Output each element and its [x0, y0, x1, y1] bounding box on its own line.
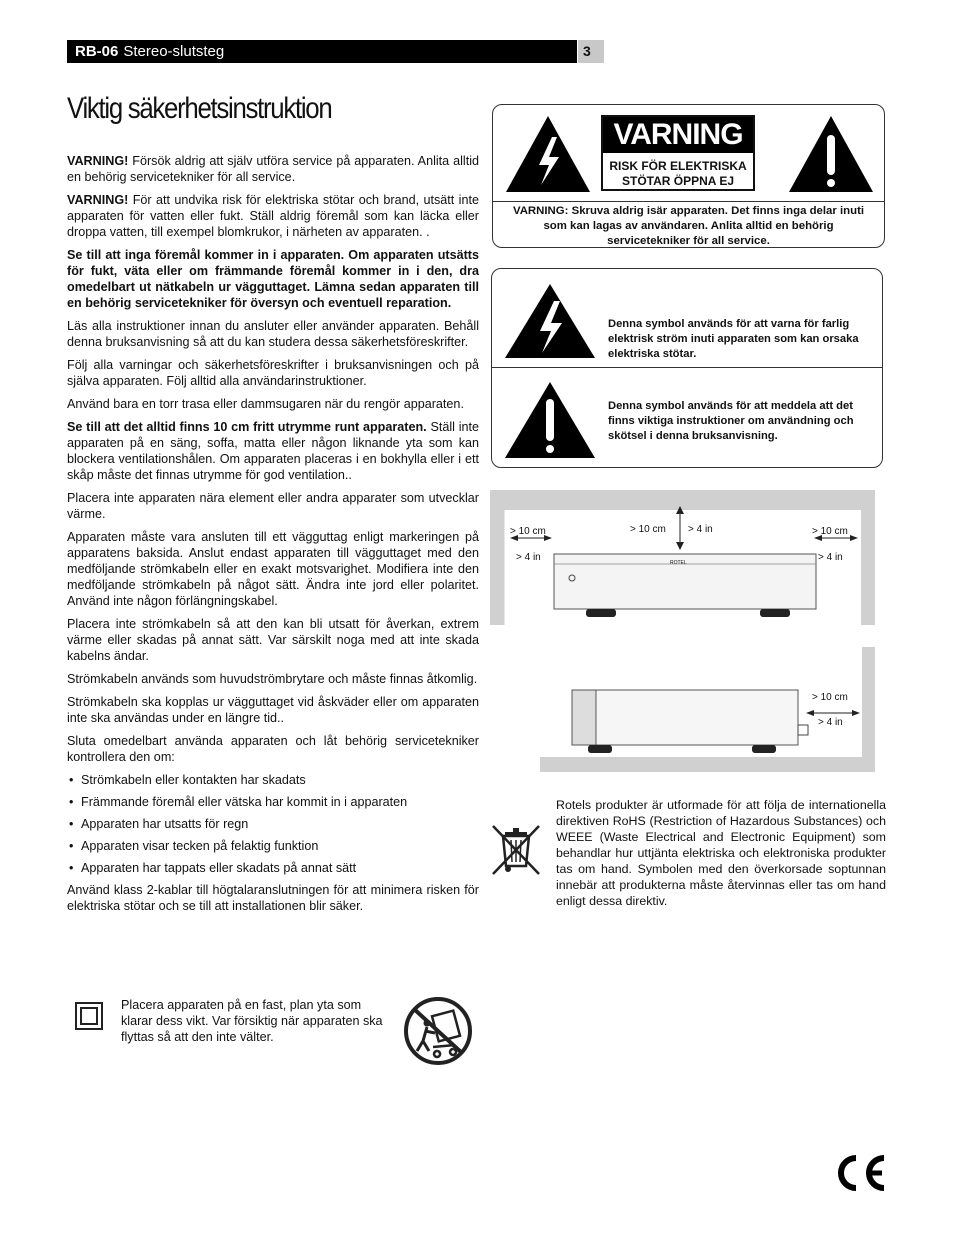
- warning-note: VARNING: Skruva aldrig isär apparaten. Det finns inga delar inuti som kan lagas av användaren. Anlita alltid en behörig servicetekniker för all service.: [512, 205, 865, 247]
- exclamation-warning-icon: [786, 113, 876, 195]
- right-clearance-in: > 4 in: [818, 552, 843, 563]
- divider: [492, 367, 882, 368]
- list-item: • Apparaten har tappats eller skadats på annat sätt: [67, 860, 479, 876]
- bold-lead: VARNING!: [67, 154, 129, 168]
- paragraph: Placera inte apparaten nära element eller andra apparater som utvecklar värme.: [67, 491, 479, 521]
- crossed-out-bin-icon: [489, 822, 543, 878]
- warning-title-box: [601, 115, 755, 191]
- warning-label: [492, 104, 885, 248]
- page-title: Viktig säkerhetsinstruktion: [67, 92, 332, 125]
- risk-line-2: STÖTAR ÖPPNA EJ: [621, 174, 734, 188]
- safety-text-column: [67, 153, 479, 921]
- paragraph: [67, 153, 479, 185]
- paragraph: Följ alla varningar och säkerhetsföreskrifter i bruksanvisningen och på själva apparaten. Följ alltid alla användarinstruktioner.: [67, 358, 479, 388]
- symbol-explanations: [491, 268, 883, 468]
- bold-lead: VARNING!: [67, 193, 129, 207]
- page-header: [67, 40, 577, 63]
- placement-text: Placera apparaten på en fast, plan yta som klarar dess vikt. Var försiktig när apparaten ska flyttas så att den inte välter.: [121, 998, 383, 1044]
- rohs-weee-text: Rotels produkter är utformade för att följa de internationella direktiven RoHS (Restriction of Hazardous Substances) och WEEE (Waste Electrical and Electronic Equipment) som behandlar hur uttjänta elektriska och elektroniska produkter tas om hand. Symbolen med den överkorsade soptunnan innebär att produkterna måste återvinnas eller tas om hand enligt dessa direktiv.: [556, 798, 886, 908]
- lightning-icon: [502, 281, 598, 361]
- paragraph: Läs alla instruktioner innan du ansluter eller använder apparaten. Behåll denna bruksanvisning så att du kan studera dessa säkerhetsföreskrifter.: [67, 319, 479, 349]
- list-item: • Apparaten visar tecken på felaktig funktion: [67, 838, 479, 854]
- exclamation-icon: [502, 379, 598, 461]
- risk-line-1: RISK FÖR ELEKTRISKA: [609, 159, 747, 173]
- side-view-drawing: [540, 647, 875, 772]
- divider: [493, 201, 884, 202]
- paragraph: Använd klass 2-kablar till högtalaranslutningen för att minimera risken för elektriska stötar och se till att installationen blir säker.: [67, 883, 479, 913]
- left-clearance-in: > 4 in: [516, 552, 541, 563]
- brand-label: ROTEL: [670, 560, 687, 566]
- bold-lead: Se till att det alltid finns 10 cm fritt utrymme runt apparaten.: [67, 420, 427, 434]
- paragraph: Sluta omedelbart använda apparaten och låt behörig servicetekniker kontrollera den om:: [67, 734, 479, 764]
- rear-clearance-cm: > 10 cm: [812, 692, 848, 703]
- clearance-front-figure: [490, 490, 875, 625]
- model-name: RB-06: [75, 43, 119, 60]
- top-clearance-cm: > 10 cm: [630, 524, 666, 535]
- cart-tip-warning-icon: [397, 997, 479, 1065]
- header-subtitle: Stereo-slutsteg: [123, 43, 225, 60]
- page-number: 3: [578, 40, 604, 63]
- paragraph-text: För att undvika risk för elektriska stötar och brand, utsätt inte apparaten för vatten eller fukt. Ställ aldrig föremål som kan läcka eller droppa vatten, till exempel blomkrukor, i närheten av apparaten. .: [67, 193, 479, 239]
- bold-lead: Se till att inga föremål kommer in i apparaten. Om apparaten utsätts för fukt, väta eller om främmande föremål kommer in i den, dra omedelbart ut nätkabeln ur vägguttaget. Lämna sedan apparaten till en behörig servicetekniker för översyn och eventuell reparation.: [67, 248, 479, 310]
- right-clearance-cm: > 10 cm: [812, 526, 848, 537]
- paragraph: Strömkabeln ska kopplas ur vägguttaget vid åskväder eller om apparaten inte ska användas under en längre tid..: [67, 695, 479, 725]
- paragraph: Använd bara en torr trasa eller dammsugaren när du rengör apparaten.: [67, 397, 464, 411]
- list-item: • Främmande föremål eller vätska har kommit in i apparaten: [67, 794, 479, 810]
- warning-title: VARNING: [603, 117, 753, 153]
- list-item: • Apparaten har utsatts för regn: [67, 816, 479, 832]
- exclamation-explanation: Denna symbol används för att meddela att det finns viktiga instruktioner om användning och skötsel i denna bruksanvisning.: [608, 400, 854, 442]
- top-clearance-in: > 4 in: [688, 524, 713, 535]
- lightning-explanation: Denna symbol används för att varna för farlig elektrisk ström inuti apparaten som kan orsaka elektriska stötar.: [608, 318, 859, 360]
- paragraph: [67, 419, 479, 483]
- paragraph: Placera inte strömkabeln så att den kan bli utsatt för åverkan, extrem värme eller skadas på annat sätt. Var särskilt noga med att inte skada kabelns ändar.: [67, 617, 479, 663]
- rear-clearance-in: > 4 in: [818, 717, 843, 728]
- left-clearance-cm: > 10 cm: [510, 526, 546, 537]
- clearance-side-figure: [540, 647, 875, 772]
- lightning-warning-icon: [503, 113, 593, 195]
- list-item: • Strömkabeln eller kontakten har skadats: [67, 772, 479, 788]
- paragraph: [67, 247, 479, 311]
- double-insulation-icon: [75, 1002, 103, 1030]
- paragraph: [67, 192, 479, 240]
- bullet-list: [67, 772, 479, 876]
- paragraph-text: Ställ inte apparaten på en säng, soffa, matta eller någon liknande yta som kan blockera ventilationshålen. Om apparaten placeras i en bokhylla eller i ett skåp måste det finnas utrymme för god ventilation..: [67, 420, 479, 482]
- paragraph: Strömkabeln används som huvudströmbrytare och måste finnas åtkomlig.: [67, 672, 478, 686]
- paragraph-text: Försök aldrig att själv utföra service på apparaten. Anlita alltid en behörig servicetekniker för all service.: [67, 154, 479, 184]
- ce-mark-icon: [834, 1153, 888, 1193]
- paragraph: Apparaten måste vara ansluten till ett vägguttag enligt markeringen på apparatens baksida. Anslut endast apparaten till vägguttaget med den medföljande strömkabeln eller en exakt motsvarighet. Modifiera inte den medföljande strömkabeln på något sätt. Ändra inte jord eller polaritet. Använd inte någon förlängningskabel.: [67, 530, 479, 608]
